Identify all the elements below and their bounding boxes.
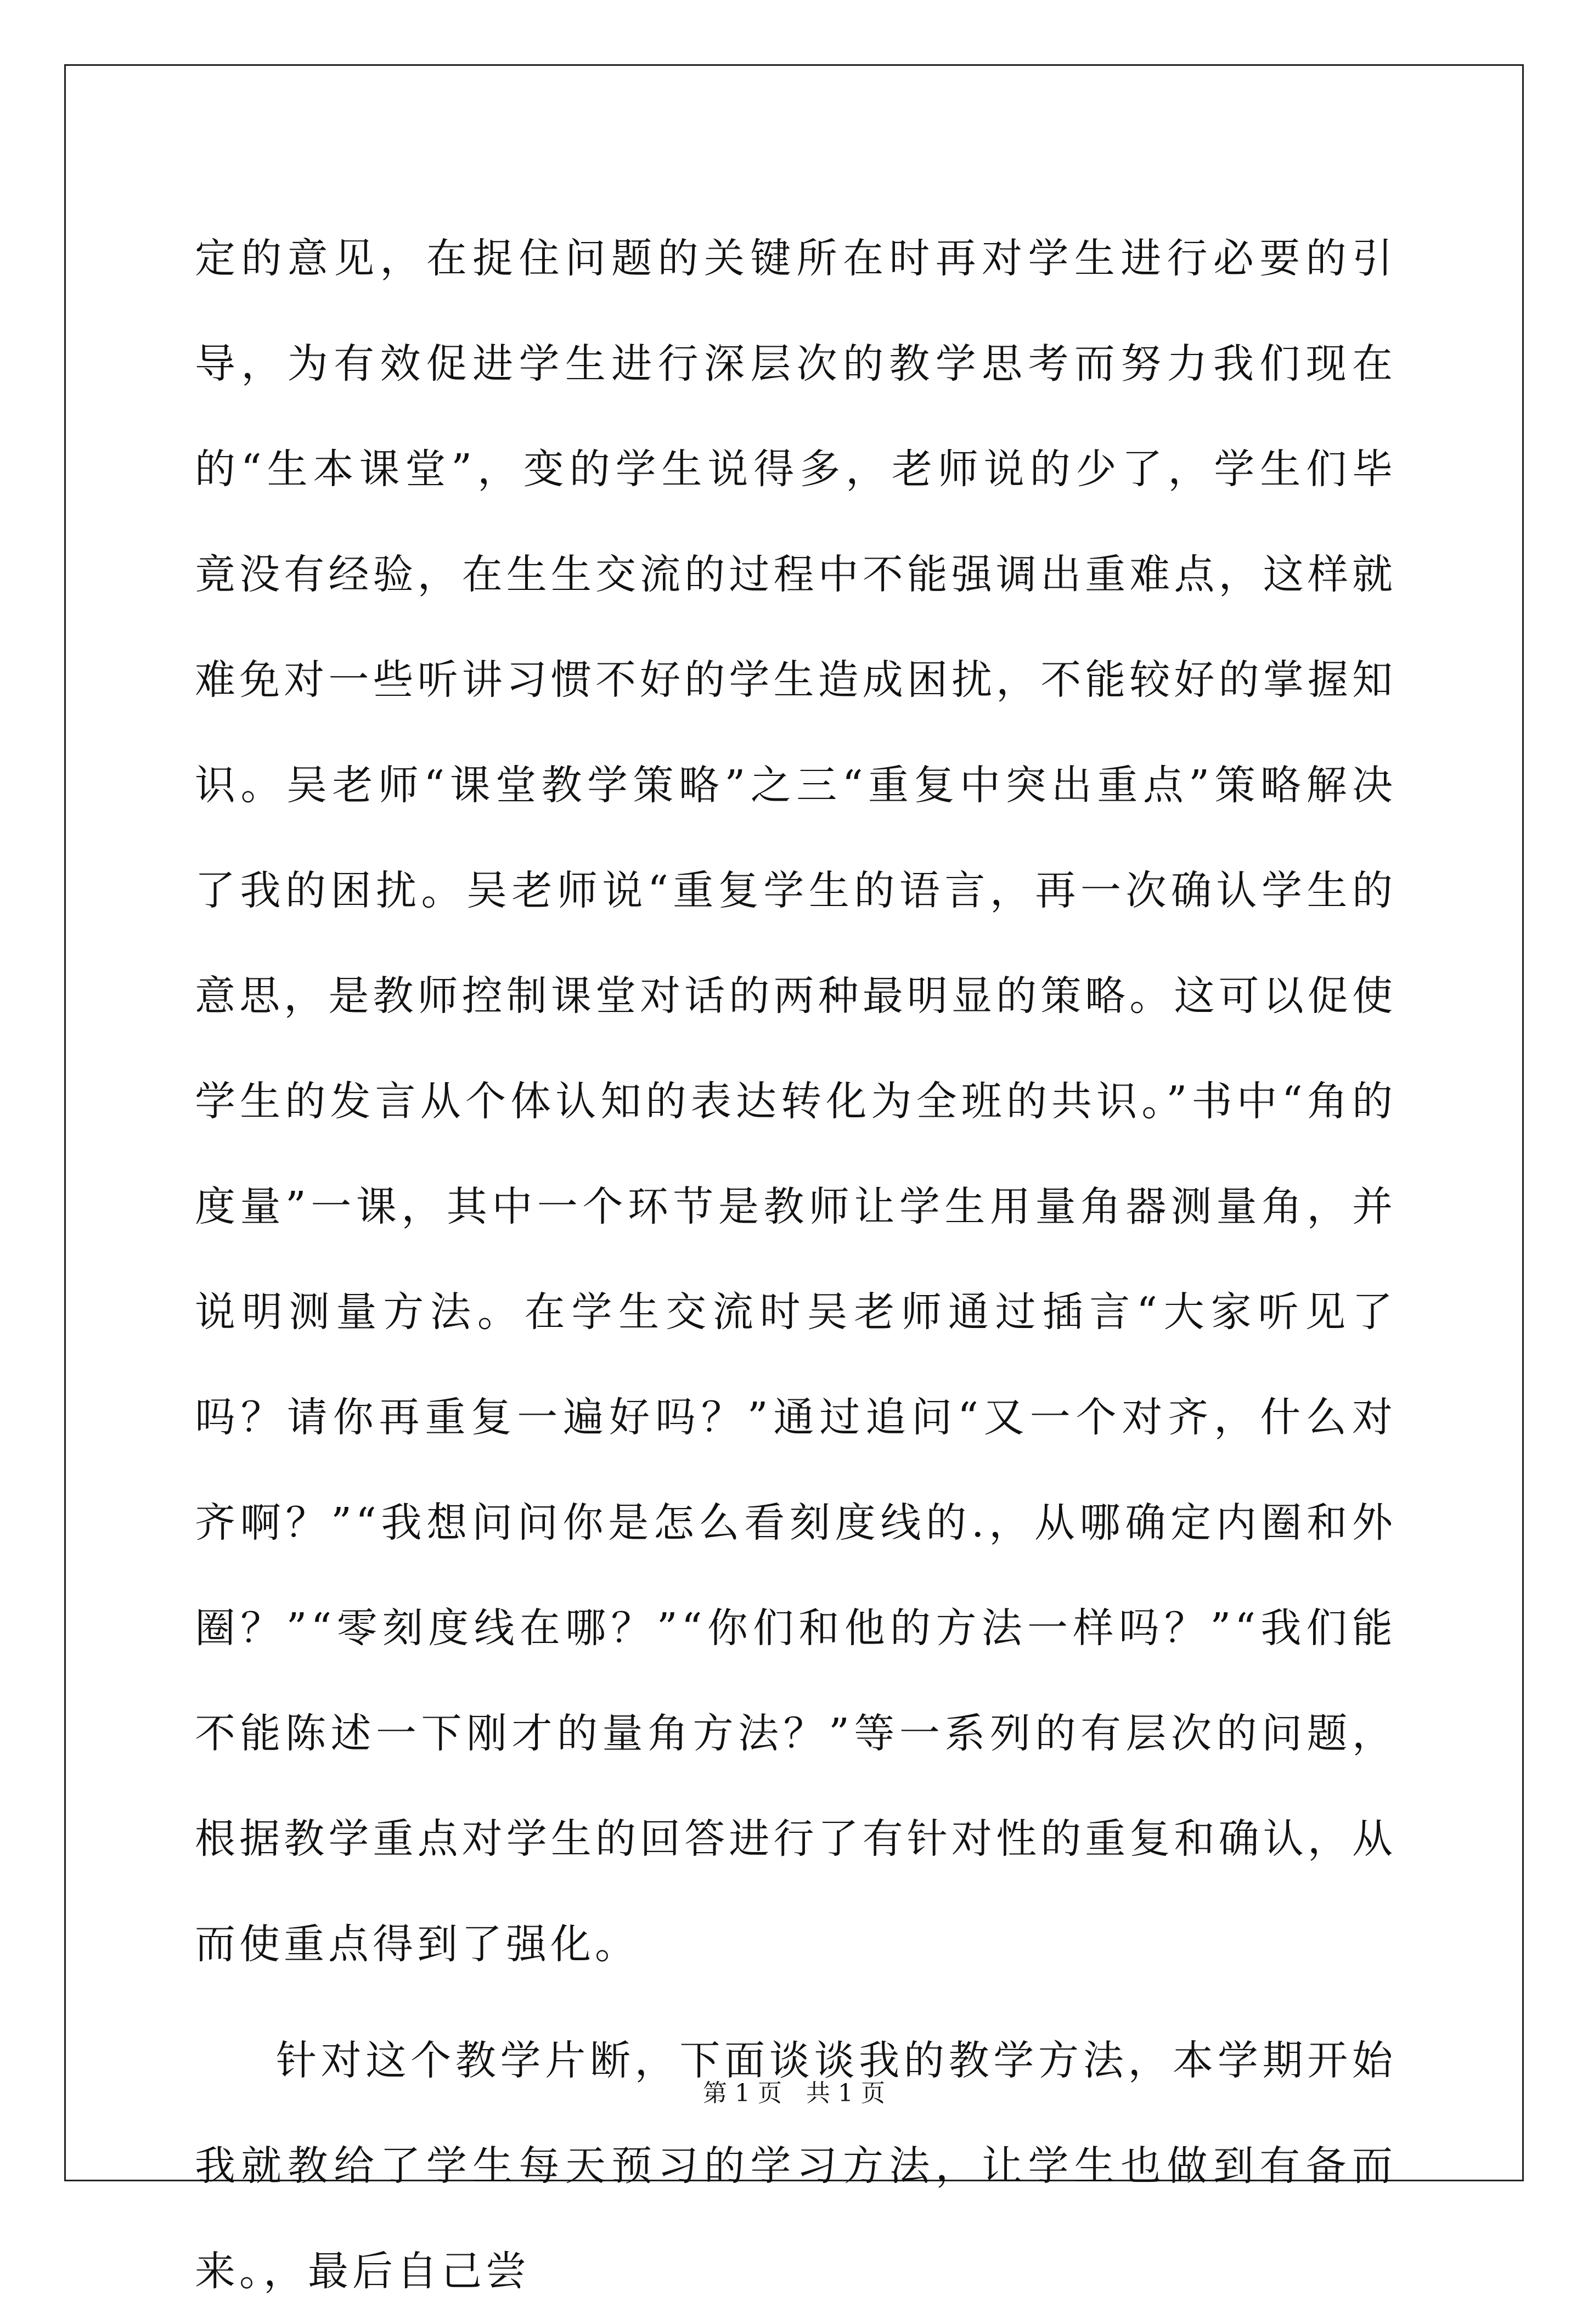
paragraph-1: 定的意见，在捉住问题的关键所在时再对学生进行必要的引导，为有效促进学生进行深层次的教学思考而努力我们现在的“生本课堂”，变的学生说得多，老师说的少了，学生们毕竟没有经验，在生生交流的过程中不能强调出重难点，这样就难免对一些听讲习惯不好的学生造成困扰，不能较好的掌握知识。吴老师“课堂教学策略”之三“重复中突出重点”策略解决了我的困扰。吴老师说“重复学生的语言，再一次确认学生的意思，是教师控制课堂对话的两种最明显的策略。这可以促使学生的发言从个体认知的表达转化为全班的共识。”书中“角的度量”一课，其中一个环节是教师让学生用量角器测量角，并说明测量方法。在学生交流时吴老师通过插言“大家听见了吗？请你再重复一遍好吗？”通过追问“又一个对齐，什么对齐啊？”“我想问问你是怎么看刻度线的.，从哪确定内圈和外圈？”“零刻度线在哪？”“你们和他的方法一样吗？”“我们能不能陈述一下刚才的量角方法？”等一系列的有层次的问题，根据教学重点对学生的回答进行了有针对性的重复和确认，从而使重点得到了强化。 bbox=[195, 235, 1396, 1968]
page-footer: 第 1 页 共 1 页 bbox=[703, 2079, 885, 2107]
paragraph-2: 针对这个教学片断，下面谈谈我的教学方法，本学期开始我就教给了学生每天预习的学习方法，让学生也做到有备而来。，最后自己尝 bbox=[195, 2037, 1396, 2295]
document-body bbox=[195, 206, 1396, 2324]
